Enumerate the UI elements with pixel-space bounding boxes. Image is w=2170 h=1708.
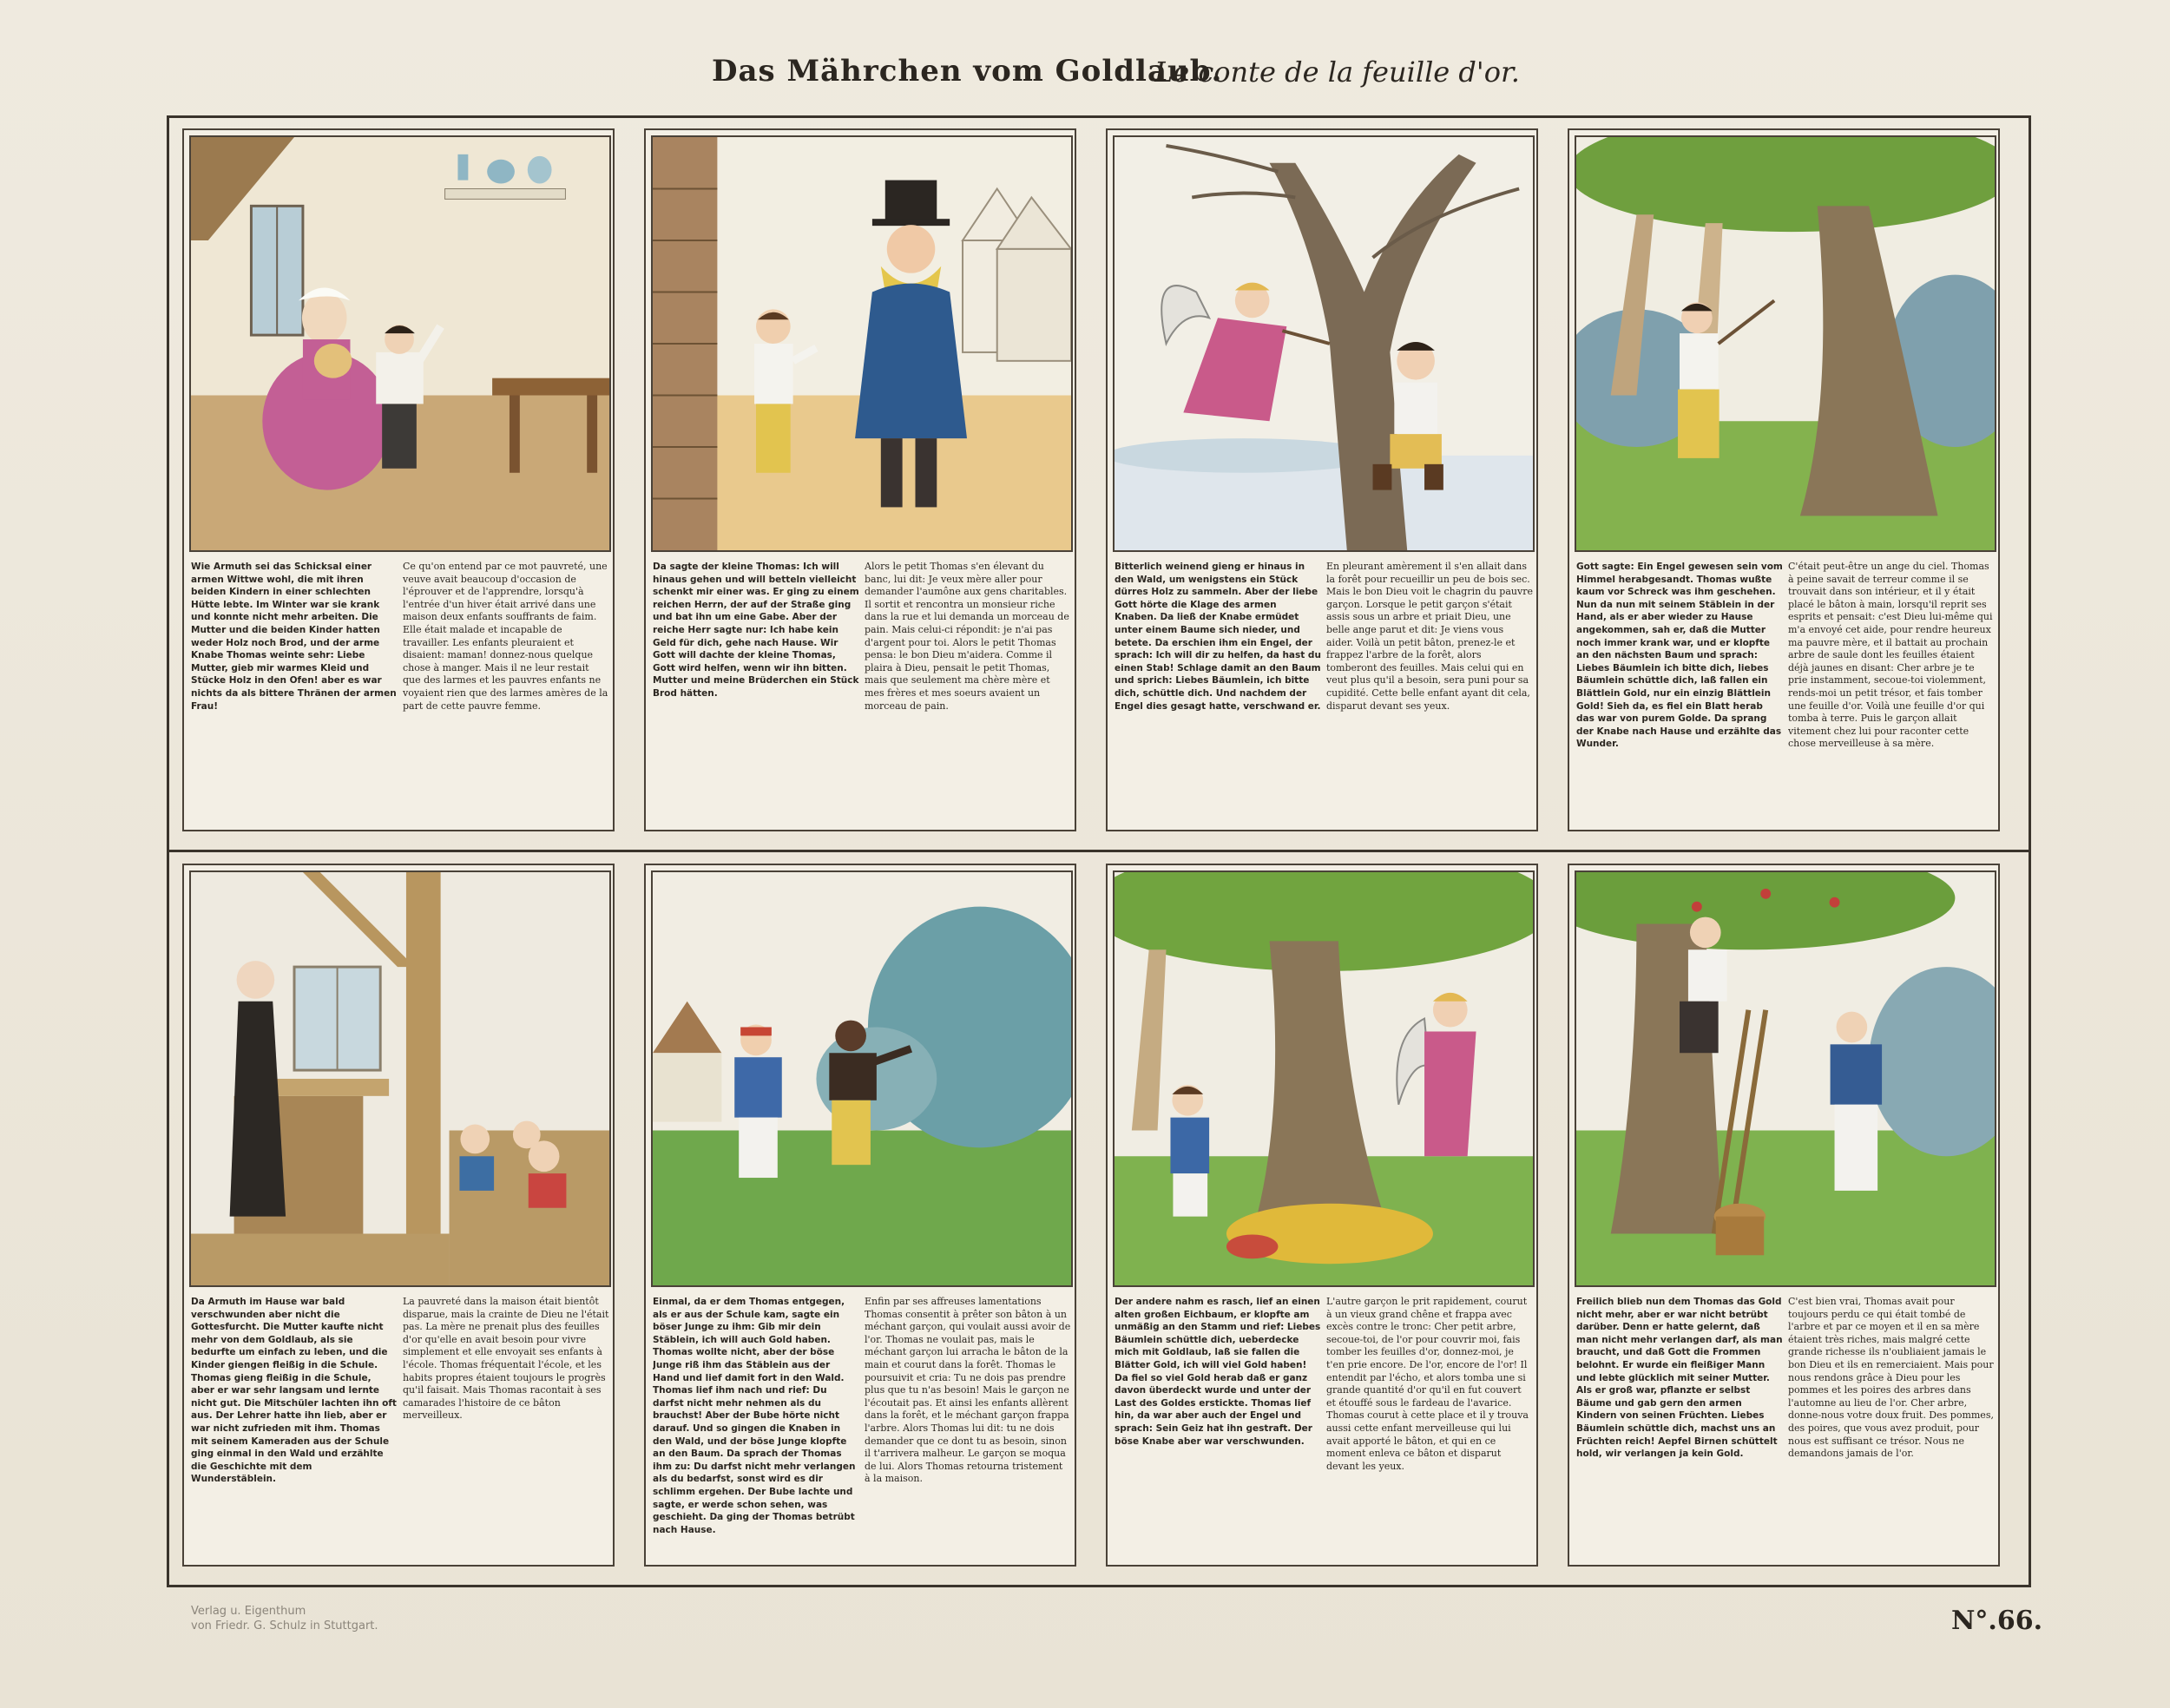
panel-7-text	[1115, 1296, 1533, 1561]
panel-2-french-text: Alors le petit Thomas s'en élevant du banc, lui dit: Je veux mère aller pour demander l'aumône aux gens charitables. Il sortit et rencontra un monsieur riche dans la rue et lui demanda un morceau de pain. Mais celui-ci répondit: je n'ai pas d'argent pour toi. Alors le petit Thomas pensa: le bon Dieu m'aidera. Comme il plaira à Dieu, pensait le petit Thomas, mais que seulement ma chère mère et mes frères et mes soeurs avaient un morceau de pain.	[865, 561, 1069, 712]
publisher-line-2: von Friedr. G. Schulz in Stuttgart.	[191, 1619, 378, 1632]
panel-5-german-text: Da Armuth im Hause war bald verschwunden aber nicht die Gottesfurcht. Die Mutter kaufte nicht mehr von dem Goldlaub, als sie bedurfte um einfach zu leben, und die Kinder giengen fleißig in die Schule. Thomas gieng fleißig in die Schule, aber er war sehr langsam und lernte nicht gut. Die Mitschüler lachten ihn oft aus. Der Lehrer hatte ihn lieb, aber er war nicht zufrieden mit ihm. Thomas mit seinem Kameraden aus der Schule ging einmal in den Wald und erzählte die Geschichte mit dem Wunderstäblein.	[191, 1297, 397, 1485]
illustration-angel-and-boy	[1113, 135, 1535, 552]
illustration-boy-striking-tree	[1575, 135, 1996, 552]
panel-6-text	[653, 1296, 1071, 1561]
illustration-boys-running	[651, 870, 1073, 1287]
panel-3-german-text: Bitterlich weinend gieng er hinaus in den Wald, um wenigstens ein Stück dürres Holz zu sammeln. Aber der liebe Gott hörte die Klage des armen Knaben. Da ließ der Knabe ermüdet unter einem Baume sich nieder, und betete. Da erschien ihm ein Engel, der sprach: Ich will dir zu helfen, da hast du einen Stab! Schlage damit an den Baum und sprich: Liebes Bäumlein, ich bitte dich, schüttle dich. Und nachdem der Engel dies gesagt hatte, verschwand er.	[1115, 562, 1321, 712]
panel-2	[644, 128, 1076, 831]
panel-1-text	[191, 561, 609, 826]
panel-4-text	[1576, 561, 1995, 826]
illustration-classroom	[189, 870, 611, 1287]
illustration-greedy-boy-under-gold	[1113, 870, 1535, 1287]
sheet-number: N°.66.	[1951, 1606, 2043, 1636]
panel-2-german-text: Da sagte der kleine Thomas: Ich will hinaus gehen und will betteln vielleicht schenkt mir einer was. Er ging zu einem reichen Herrn, der auf der Straße ging und bat ihn um eine Gabe. Aber der reiche Herr sagte nur: Ich habe kein Geld für dich, gehe nach Hause. Wir Gott will dachte der kleine Thomas, Gott wird helfen, wenn wir ihn bitten. Mutter und meine Brüderchen ein Stück Brod hätten.	[653, 562, 859, 699]
publisher-imprint	[191, 1604, 417, 1633]
illustration-boy-and-rich-man	[651, 135, 1073, 552]
panel-7	[1106, 864, 1538, 1567]
panel-5-french-text: La pauvreté dans la maison était bientôt disparue, mais la crainte de Dieu ne l'était pas. La mère ne prenait plus des feuilles d'or qu'elle en avait besoin pour vivre simplement et elle envoyait ses enfants à l'école. Thomas fréquentait l'école, et les habits propres étaient toujours le progrès qu'il faisait. Mais Thomas racontait à ses camarades l'histoire de ce bâton merveilleux.	[403, 1296, 609, 1422]
panel-4	[1568, 128, 2000, 831]
panel-6-german-text: Einmal, da er dem Thomas entgegen, als er aus der Schule kam, sagte ein böser Junge zu ihm: Gib mir dein Stäblein, ich will auch Gold haben. Thomas wollte nicht, aber der böse Junge riß ihm das Stäblein aus der Hand und lief damit fort in den Wald. Thomas lief ihm nach und rief: Du darfst nicht mehr nehmen als du brauchst! Aber der Bube hörte nicht darauf. Und so gingen die Knaben in den Wald, und der böse Junge klopfte an den Baum. Da sprach der Thomas ihm zu: Du darfst nicht mehr verlangen als du bedarfst, sonst wird es dir schlimm ergehen. Der Bube lachte und sagte, er werde schon sehen, was geschieht. Da ging der Thomas betrübt nach Hause.	[653, 1297, 856, 1535]
title-french: Le conte de la feuille d'or.	[1154, 56, 1520, 89]
panel-5	[182, 864, 615, 1567]
panel-1	[182, 128, 615, 831]
panel-4-german-text: Gott sagte: Ein Engel gewesen sein vom Himmel herabgesandt. Thomas wußte kaum vor Schreck was ihm geschehen. Nun da nun mit seinem Stäblein in der Hand, als er aber wieder zu Hause angekommen, sah er, daß die Mutter noch immer krank war, und er klopfte an den nächsten Baum und sprach: Liebes Bäumlein ich bitte dich, liebes Bäumlein schüttle dich, laß fallen ein Blättlein Gold, nur ein einzig Blättlein Gold! Sieh da, es fiel ein Blatt herab das war von purem Golde. Da sprang der Knabe nach Hause und erzählte das Wunder.	[1576, 562, 1783, 750]
illustration-mother-and-children	[189, 135, 611, 552]
panel-8	[1568, 864, 2000, 1567]
title-german: Das Mährchen vom Goldlaub.	[712, 54, 1223, 89]
panel-5-text	[191, 1296, 609, 1561]
panel-7-german-text: Der andere nahm es rasch, lief an einen alten großen Eichbaum, er klopfte am unmäßig an den Stamm und rief: Liebes Bäumlein schüttle dich, ueberdecke mich mit Goldlaub, laß sie fallen die Blätter Gold, ich will viel Gold haben! Da fiel so viel Gold herab daß er ganz davon überdeckt wurde und unter der Last des Goldes erstickte. Thomas lief hin, da war aber auch der Engel und sprach: Sein Geiz hat ihn gestraft. Der böse Knabe aber war verschwunden.	[1115, 1297, 1321, 1447]
panel-4-french-text: C'était peut-être un ange du ciel. Thomas à peine savait de terreur comme il se trouvait dans son intérieur, et il y était placé le bâton à main, lorsqu'il reprit ses esprits et pensait: c'est Dieu lui-même qui m'a envoyé cet aide, pour rendre heureux ma pauvre mère, et il battait au prochain arbre de saule dont les feuilles étaient déjà jaunes en disant: Cher arbre je te prie instamment, secoue-toi violemment, rends-moi un petit trésor, et fais tomber une feuille d'or. Voilà une feuille d'or qui tomba à terre. Puis le garçon allait vitement chez lui pour raconter cette chose merveilleuse à sa mère.	[1788, 561, 1993, 750]
panel-8-french-text: C'est bien vrai, Thomas avait pour toujours perdu ce qui était tombé de l'arbre et par ce moyen et il en sa mère étaient très riches, mais malgré cette grande richesse ils n'oubliaient jamais le bon Dieu et ils en remerciaient. Mais pour nous rendons grâce à Dieu pour les pommes et les poires des arbres dans l'automne au lieu de l'or. Cher arbre, donne-nous votre doux fruit. Des pommes, des poires, que vous avez produit, pour nous est suffisant ce trésor. Nous ne demandons jamais de l'or.	[1788, 1296, 1994, 1460]
panel-1-french-text: Ce qu'on entend par ce mot pauvreté, une veuve avait beaucoup d'occasion de l'éprouver et de l'apprendre, lorsqu'à l'entrée d'un hiver était arrivé dans une maison deux enfants souffrants de faim. Elle était malade et incapable de travailler. Les enfants pleuraient et disaient: maman! donnez-nous quelque chose à manger. Mais il ne leur restait que des larmes et les pauvres enfants ne voyaient rien que des larmes amères de la part de cette pauvre femme.	[403, 561, 608, 712]
panel-1-german-text: Wie Armuth sei das Schicksal einer armen Wittwe wohl, die mit ihren beiden Kindern in einer schlechten Hütte lebte. Im Winter war sie krank und konnte nicht mehr arbeiten. Die Mutter und die beiden Kinder hatten weder Holz noch Brod, und der arme Knabe Thomas weinte sehr: Liebe Mutter, gieb mir warmes Kleid und Stücke Holz in den Ofen! aber es war nichts da als bittere Thränen der armen Frau!	[191, 562, 397, 712]
panel-7-french-text: L'autre garçon le prit rapidement, courut à un vieux grand chêne et frappa avec excès contre le tronc: Cher petit arbre, secoue-toi, de l'or pour couvrir moi, fais tomber les feuilles d'or, donnez-moi, je t'en prie encore. De l'or, encore de l'or! Il entendit par l'écho, et alors tomba une si grande quantité d'or qu'il en fut couvert et étouffé sous le fardeau de l'avarice. Thomas courut à cette place et il y trouva aussi cette enfant merveilleuse qui lui avait apporté le bâton, et qui en ce moment enleva ce bâton et disparut devant les yeux.	[1326, 1296, 1529, 1472]
panel-6-french-text: Enfin par ses affreuses lamentations Thomas consentit à prêter son bâton à un méchant garçon, qui voulait aussi avoir de l'or. Thomas ne voulait pas, mais le méchant garçon lui arracha le bâton de la main et courut dans la forêt. Thomas le poursuivit et cria: Tu ne dois pas prendre plus que tu n'as besoin! Mais le garçon ne l'écoutait pas. Et ainsi les enfants allèrent dans la forêt, et le méchant garçon frappa l'arbre. Alors Thomas lui dit: tu ne dois demander que ce dont tu as besoin, sinon il t'arrivera malheur. Le garçon se moqua de lui. Alors Thomas retourna tristement à la maison.	[865, 1296, 1071, 1485]
illustration-picking-fruit	[1575, 870, 1996, 1287]
panel-8-german-text: Freilich blieb nun dem Thomas das Gold nicht mehr, aber er war nicht betrübt darüber. Denn er hatte gelernt, daß man nicht mehr verlangen darf, als man braucht, und daß Gott die Frommen belohnt. Er wurde ein fleißiger Mann und lebte glücklich mit seiner Mutter. Als er groß war, pflanzte er selbst Bäume und gab gern den armen Kindern von seinen Früchten. Liebes Bäumlein schüttle dich, machst uns an Früchten reich! Aepfel Birnen schüttelt hold, wir verlangen ja kein Gold.	[1576, 1297, 1783, 1460]
row-divider	[167, 850, 2031, 852]
publisher-line-1: Verlag u. Eigenthum	[191, 1605, 306, 1618]
panel-3-french-text: En pleurant amèrement il s'en allait dans la forêt pour recueillir un peu de bois sec. Mais le bon Dieu voit le chagrin du pauvre garçon. Lorsque le petit garçon s'était assis sous un arbre et priait Dieu, une belle ange parut et dit: Je viens vous aider. Voilà un petit bâton, prenez-le et frappez l'arbre de la forêt, alors tomberont des feuilles. Mais celui qui en veut plus qu'il a besoin, sera puni pour sa cupidité. Cette belle enfant ayant dit cela, disparut devant ses yeux.	[1326, 561, 1533, 712]
panel-8-text	[1576, 1296, 1995, 1561]
panel-3	[1106, 128, 1538, 831]
panel-2-text	[653, 561, 1071, 826]
panel-3-text	[1115, 561, 1533, 826]
panel-6	[644, 864, 1076, 1567]
